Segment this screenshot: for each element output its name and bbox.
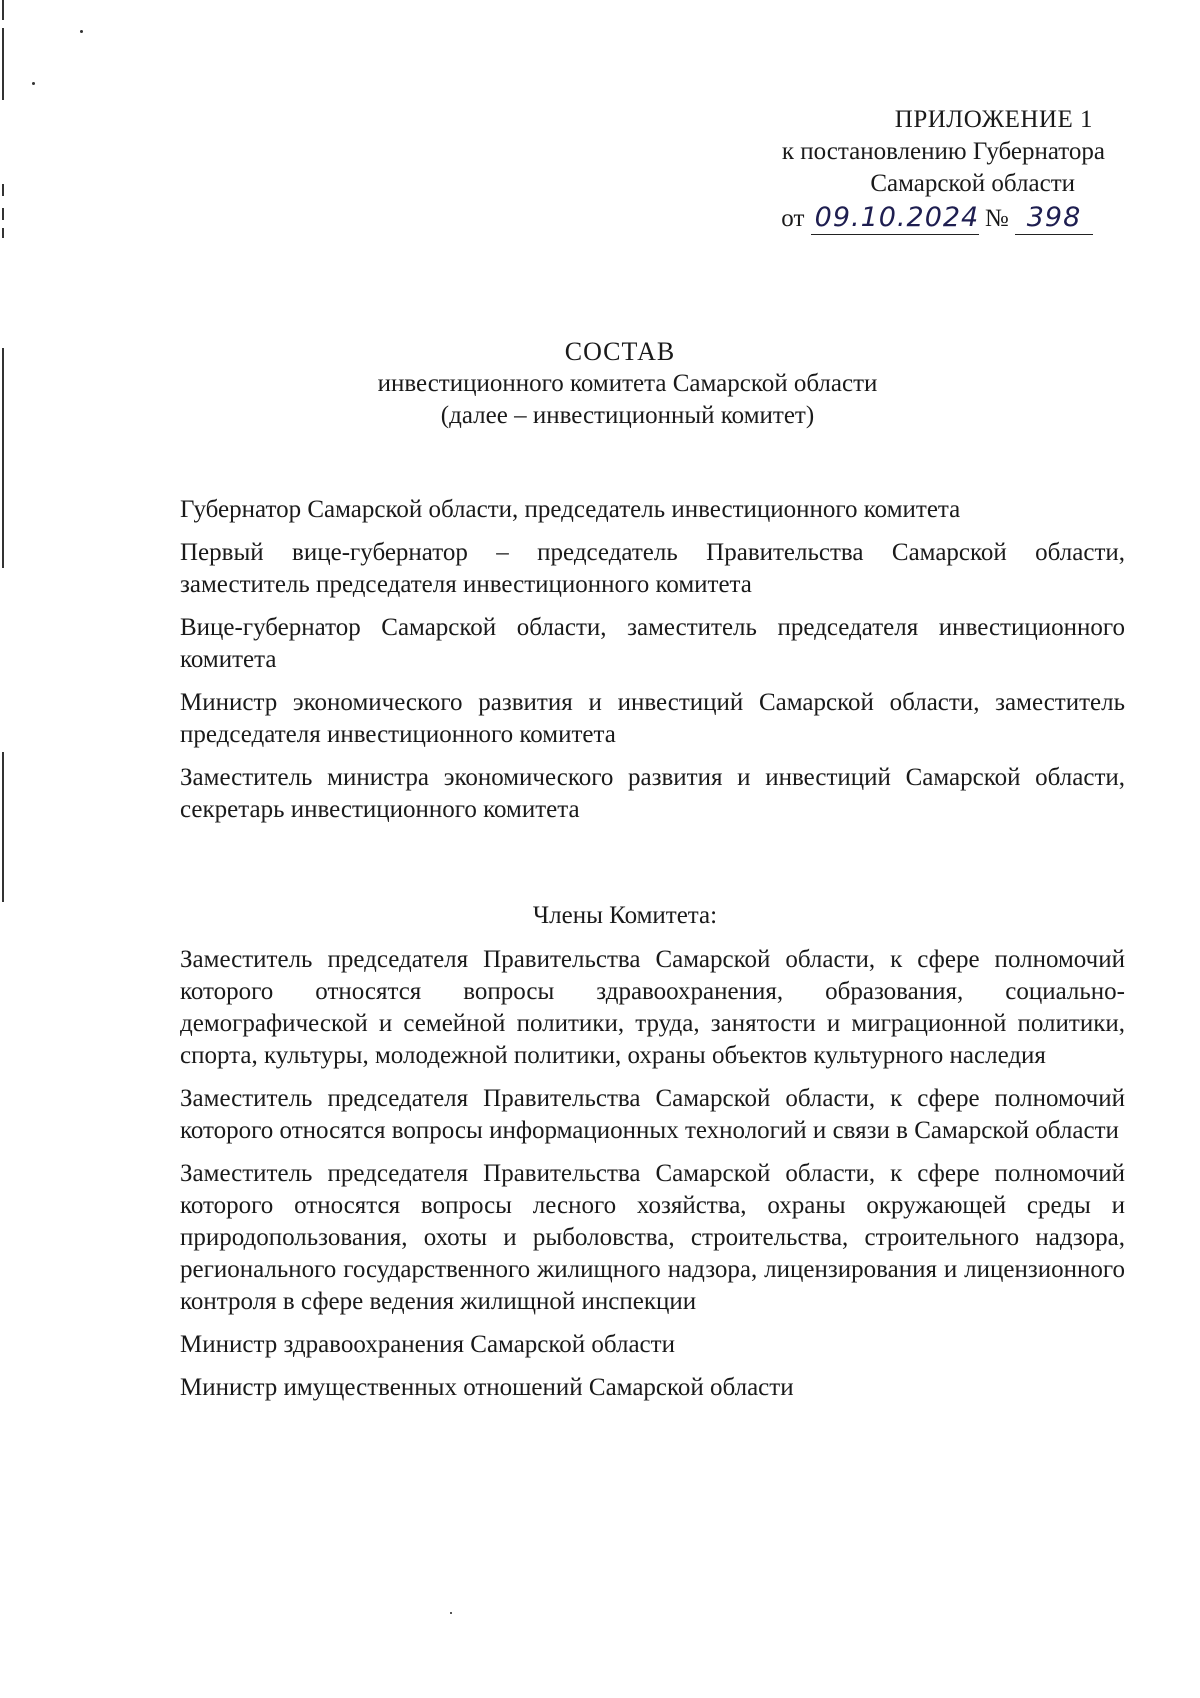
document-title-block [0, 336, 1200, 432]
scan-edge-mark [2, 752, 4, 902]
appendix-title: ПРИЛОЖЕНИЕ 1 [894, 106, 1093, 133]
leadership-item: Заместитель министра экономического развития и инвестиций Самарской области, секретарь инвестиционного комитета [180, 764, 1125, 823]
members-heading: Члены Комитета: [532, 902, 718, 929]
handwritten-date: 09.10.2024 [811, 202, 979, 235]
appendix-subtitle-line2: Самарской области [870, 170, 1075, 197]
document-heading: СОСТАВ [564, 337, 676, 366]
member-item: Заместитель председателя Правительства Самарской области, к сфере полномочий которого относятся вопросы информационных технологий и связи в Самарской области [180, 1085, 1125, 1144]
document-subheading-line2: (далее – инвестиционный комитет) [440, 402, 815, 429]
date-prefix: от [781, 205, 805, 232]
scan-edge-mark [2, 208, 4, 220]
leadership-list [180, 494, 1125, 837]
handwritten-number: 398 [1015, 202, 1093, 235]
scan-edge-mark [2, 0, 4, 20]
member-item: Министр имущественных отношений Самарской области [180, 1374, 794, 1401]
appendix-header [685, 104, 1105, 235]
scan-speck [450, 1612, 452, 1614]
scan-edge-mark [2, 228, 4, 238]
leadership-item: Первый вице-губернатор – председатель Правительства Самарской области, заместитель председателя инвестиционного комитета [180, 539, 1125, 598]
member-item: Заместитель председателя Правительства Самарской области, к сфере полномочий которого относятся вопросы лесного хозяйства, охраны окружающей среды и природопользования, охоты и рыболовства, строительства, строительного надзора, регионального государственного жилищного надзора, лицензирования и лицензионного контроля в сфере ведения жилищной инспекции [180, 1160, 1125, 1315]
document-subheading-line1: инвестиционного комитета Самарской области [377, 370, 878, 397]
scan-edge-mark [2, 28, 4, 100]
leadership-item: Вице-губернатор Самарской области, заместитель председателя инвестиционного комитета [180, 614, 1125, 673]
members-list [180, 944, 1125, 1415]
leadership-item: Министр экономического развития и инвестиций Самарской области, заместитель председателя инвестиционного комитета [180, 689, 1125, 748]
appendix-subtitle-line1: к постановлению Губернатора [781, 138, 1105, 165]
member-item: Министр здравоохранения Самарской области [180, 1331, 675, 1358]
number-prefix: № [984, 205, 1009, 232]
member-item: Заместитель председателя Правительства Самарской области, к сфере полномочий которого относятся вопросы здравоохранения, образования, социально-демографической и семейной политики, труда, занятости и миграционной политики, спорта, культуры, молодежной политики, охраны объектов культурного наследия [180, 946, 1125, 1069]
leadership-item: Губернатор Самарской области, председатель инвестиционного комитета [180, 496, 961, 523]
appendix-date-line [685, 202, 1105, 235]
scan-edge-mark [2, 184, 4, 196]
scan-speck [80, 30, 83, 33]
scan-speck [32, 82, 35, 85]
